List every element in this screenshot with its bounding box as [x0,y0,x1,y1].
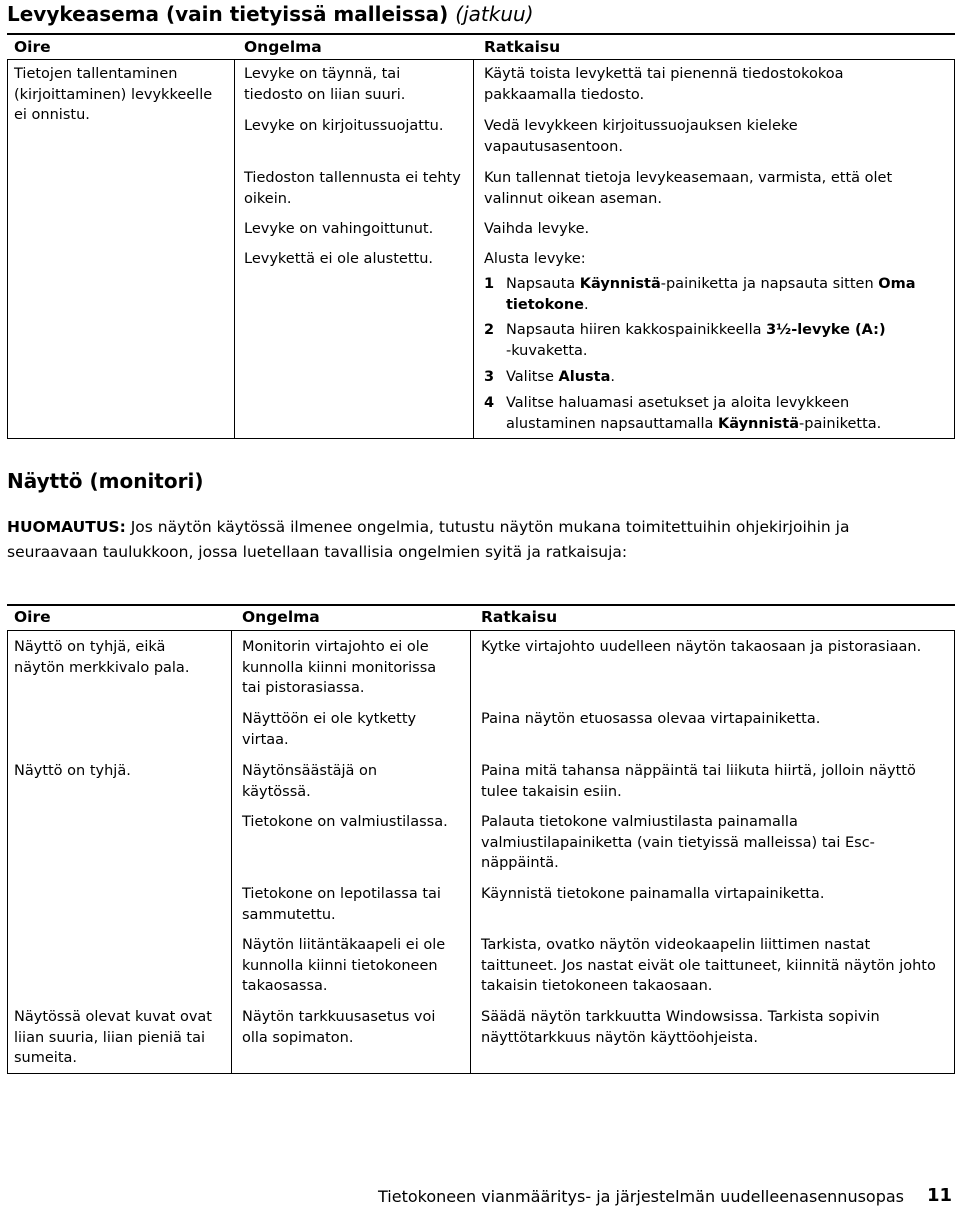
step-number: 4 [484,395,495,411]
text-line: Näytön tarkkuusasetus voi [242,1009,436,1025]
text-line: Näyttöön ei ole kytketty [242,711,417,727]
text-line: liian suuria, liian pieniä tai [14,1029,206,1046]
section-title-suffix: (jatkuu) [455,2,534,26]
text-line: näytön merkkivalo pala. [14,659,190,676]
header-rule [7,59,955,60]
ongelma-cell-7 [242,1007,435,1048]
ongelma-cell-3 [244,168,461,209]
ratkaisu-cell-1 [481,637,921,658]
ratkaisu-cell-7 [481,1007,880,1048]
col-divider-1 [234,59,235,439]
ratkaisu-cell-5 [484,249,586,270]
text-line: näyttötarkkuus näytön käyttöohjeista. [481,1029,758,1046]
page-number: 11 [926,1185,952,1206]
steps-intro: Alusta levyke: [484,251,586,267]
monitor-section-title: Näyttö (monitori) [7,469,204,493]
ongelma-cell-1 [242,637,436,699]
text-line: ei onnistu. [14,107,90,123]
text-line: Säädä näytön tarkkuutta Windowsissa. Tarkista sopivin [481,1009,880,1025]
text-line: tulee takaisin esiin. [481,783,622,800]
table-left-border [7,59,8,439]
text-line: Käynnistä tietokone painamalla virtapainiketta. [481,886,825,902]
section-title-text: Levykeasema (vain tietyissä malleissa) [7,2,449,26]
text-line: Tietokone on valmiustilassa. [242,814,448,830]
text-line: Levykettä ei ole alustettu. [244,251,433,267]
ongelma-cell-1 [244,64,405,105]
text-line: Tietokone on lepotilassa tai [242,886,441,902]
step-bold: tietokone [506,296,585,313]
step-bold: Oma [878,276,916,292]
text-line: käytössä. [242,783,311,800]
table-top-rule [7,604,955,606]
step-text: . [584,296,589,313]
text-line: valmiustilapainiketta (vain tietyissä malleissa) tai Esc- [481,834,875,851]
text-line: sumeita. [14,1050,77,1066]
text-line: Monitorin virtajohto ei ole [242,639,429,655]
table-right-border [954,59,955,439]
step-number: 3 [484,369,495,385]
table-top-rule [7,33,955,35]
header-ratkaisu: Ratkaisu [484,38,561,56]
oire-cell-1 [14,637,189,678]
step-text: alustaminen napsauttamalla [506,415,719,432]
header-ongelma: Ongelma [244,38,322,56]
oire-cell-3 [14,1007,212,1069]
text-line: tai pistorasiassa. [242,680,365,696]
text-line: taittuneet. Jos nastat eivät ole taittuneet, kiinnitä näytön johto [481,957,936,974]
footer-text: Tietokoneen vianmääritys- ja järjestelmän uudelleenasennusopas [378,1187,904,1206]
text-line: Vaihda levyke. [484,221,590,237]
text-line: näppäintä. [481,855,559,871]
text-line: valinnut oikean aseman. [484,190,662,207]
oire-cell [14,64,212,126]
header-oire: Oire [14,38,51,56]
text-line: Näytön liitäntäkaapeli ei ole [242,937,446,953]
step-bold: Käynnistä [579,276,661,292]
note-paragraph [7,515,849,565]
text-line: pakkaamalla tiedosto. [484,86,645,103]
step-text: Valitse haluamasi asetukset ja aloita levykkeen [506,395,850,411]
text-line: Näytössä olevat kuvat ovat [14,1009,212,1025]
step-bold: 3½-levyke (A:) [766,322,886,338]
ratkaisu-cell-4 [484,219,589,240]
ratkaisu-cell-2 [481,709,820,730]
step-text: -painiketta ja napsauta sitten [660,276,879,292]
text-line: Levyke on vahingoittunut. [244,221,434,237]
section-title [7,2,534,26]
step-3 [484,367,615,388]
header-oire: Oire [14,608,51,626]
ongelma-cell-5 [244,249,433,270]
text-line: kunnolla kiinni tietokoneen [242,957,438,974]
step-4 [484,393,881,434]
text-line: takaosassa. [242,978,328,994]
table-bottom-rule [7,438,955,439]
text-line: kunnolla kiinni monitorissa [242,659,437,676]
ratkaisu-cell-6 [481,935,936,997]
step-1 [484,274,916,315]
ratkaisu-cell-2 [484,116,798,157]
text-line: Paina näytön etuosassa olevaa virtapainiketta. [481,711,821,727]
text-line: Levyke on kirjoitussuojattu. [244,118,444,134]
text-line: Palauta tietokone valmiustilasta painamalla [481,814,798,830]
step-text: Valitse [506,369,559,385]
ratkaisu-cell-5 [481,884,824,905]
col-divider-2 [470,630,471,1074]
note-label: HUOMAUTUS: [7,518,126,536]
ratkaisu-cell-4 [481,812,875,874]
col-divider-2 [473,59,474,439]
ratkaisu-cell-3 [481,761,916,802]
text-line: Kytke virtajohto uudelleen näytön takaosaan ja pistorasiaan. [481,639,922,655]
ongelma-cell-3 [242,761,377,802]
oire-cell-2 [14,761,131,782]
text-line: sammutettu. [242,906,336,923]
table-left-border [7,630,8,1074]
text-line: vapautusasentoon. [484,138,623,155]
text-line: Kun tallennat tietoja levykeasemaan, varmista, että olet [484,170,893,186]
text-line: oikein. [244,190,292,207]
ongelma-cell-2 [244,116,443,137]
step-text: -painiketta. [799,415,882,432]
text-line: Tiedoston tallennusta ei tehty [244,170,461,186]
text-line: olla sopimaton. [242,1029,354,1046]
text-line: Tietojen tallentaminen [14,66,178,82]
header-ongelma: Ongelma [242,608,320,626]
ratkaisu-cell-1 [484,64,844,105]
ongelma-cell-2 [242,709,416,750]
step-text: Napsauta [506,276,580,292]
ongelma-cell-5 [242,884,441,925]
text-line: tiedosto on liian suuri. [244,86,406,103]
step-bold: Käynnistä [718,415,800,432]
step-bold: Alusta [558,369,611,385]
text-line: Vedä levykkeen kirjoitussuojauksen kieleke [484,118,798,134]
step-text: -kuvaketta. [506,342,588,359]
note-text: Jos näytön käytössä ilmenee ongelmia, tutustu näytön mukana toimitettuihin ohjekirjoihin ja [125,518,850,536]
ongelma-cell-4 [244,219,433,240]
ongelma-cell-4 [242,812,448,833]
text-line: takaisin tietokoneen takaosaan. [481,978,713,994]
text-line: Paina mitä tahansa näppäintä tai liikuta hiirtä, jolloin näyttö [481,763,916,779]
text-line: virtaa. [242,731,289,748]
text-line: Levyke on täynnä, tai [244,66,401,82]
ongelma-cell-6 [242,935,445,997]
note-text: seuraavaan taulukkoon, jossa luetellaan tavallisia ongelmien syitä ja ratkaisuja: [7,543,628,561]
text-line: Tarkista, ovatko näytön videokaapelin liittimen nastat [481,937,871,953]
text-line: Näyttö on tyhjä, eikä [14,639,166,655]
header-rule [7,630,955,631]
step-number: 2 [484,322,495,338]
step-text: . [610,369,615,385]
text-line: Näytönsäästäjä on [242,763,378,779]
table-bottom-rule [7,1073,955,1074]
text-line: Käytä toista levykettä tai pienennä tiedostokokoa [484,66,844,82]
header-ratkaisu: Ratkaisu [481,608,558,626]
text-line: (kirjoittaminen) levykkeelle [14,86,213,103]
ratkaisu-cell-3 [484,168,892,209]
step-2 [484,320,886,361]
table-right-border [954,630,955,1074]
col-divider-1 [231,630,232,1074]
step-number: 1 [484,276,495,292]
text-line: Näyttö on tyhjä. [14,763,131,779]
step-text: Napsauta hiiren kakkospainikkeella [506,322,767,338]
